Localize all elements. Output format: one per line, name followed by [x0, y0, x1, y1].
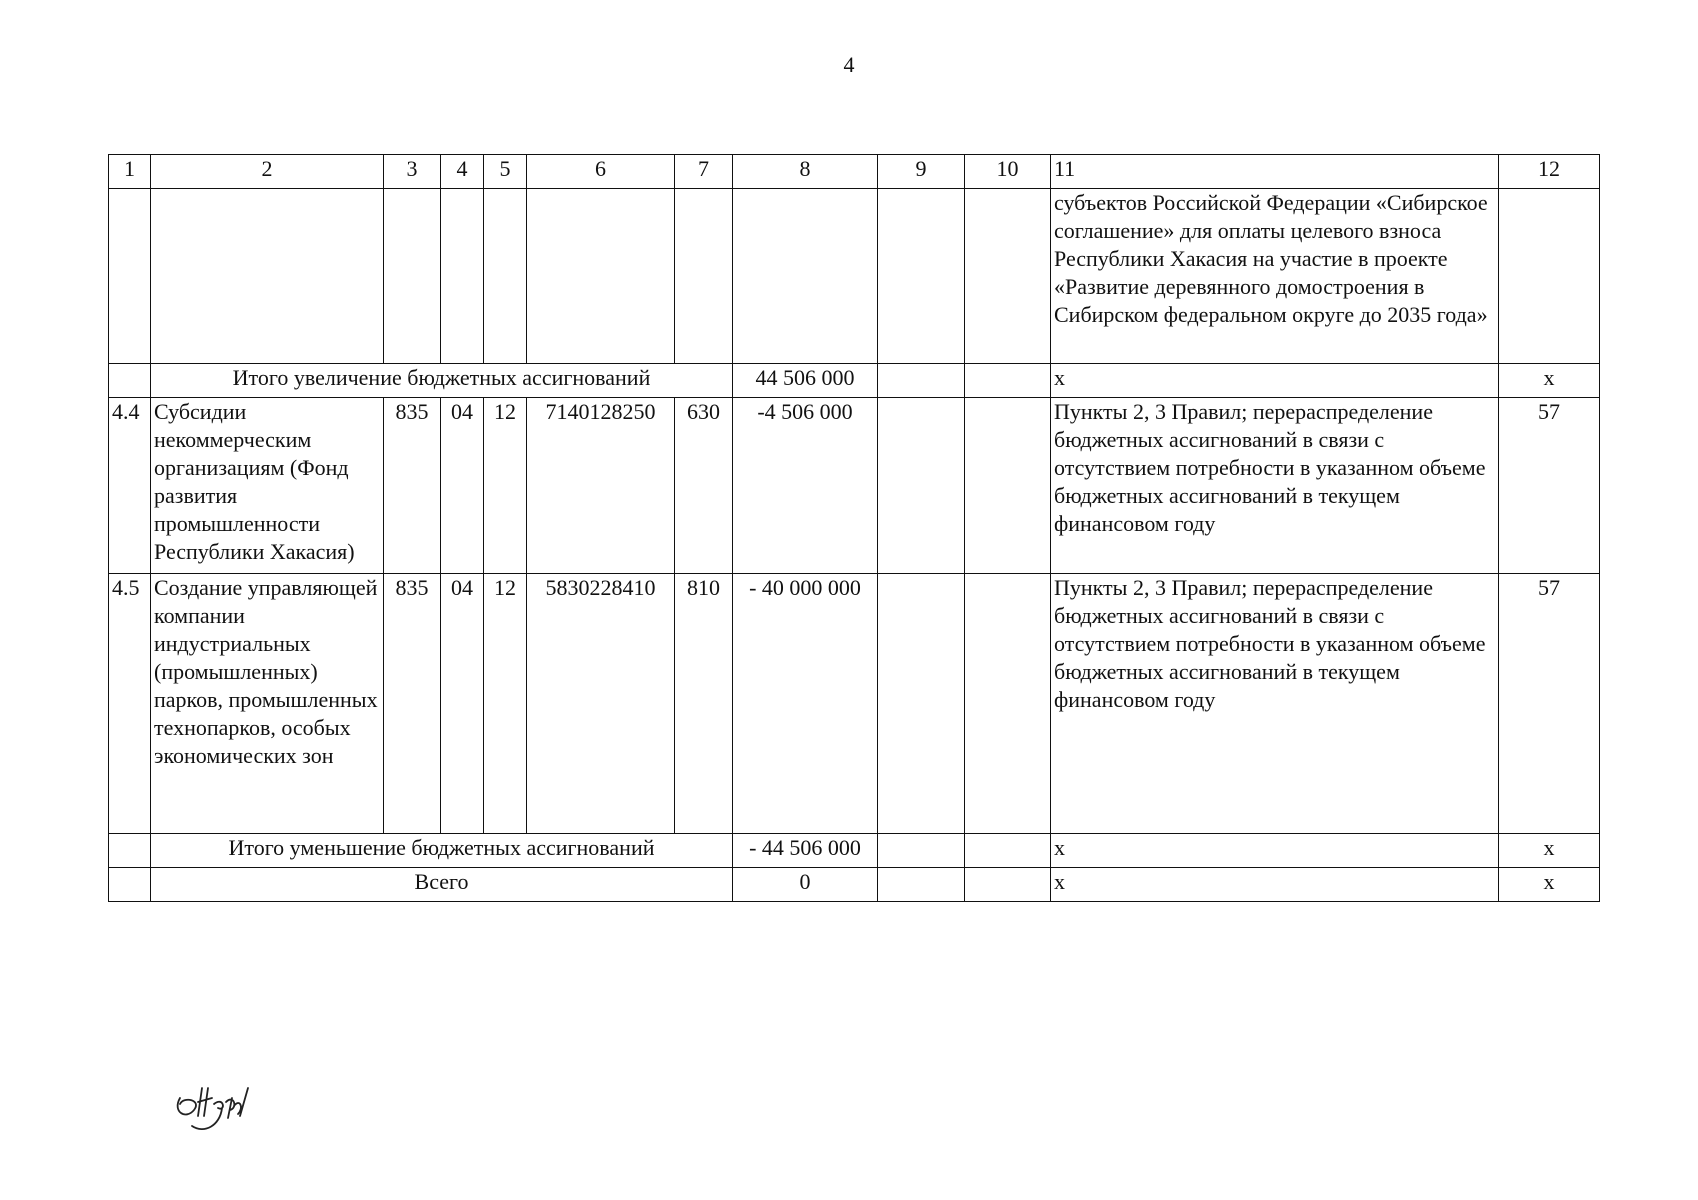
row-basis: Пункты 2, 3 Правил; перераспределение бюджетных ассигнований в связи с отсутствием потребности в указанном объеме бюджетных ассигнований в текущем финансовом году — [1051, 574, 1499, 834]
header-cell: 4 — [441, 155, 484, 189]
row-c6: 5830228410 — [527, 574, 675, 834]
total-increase-col11: x — [1051, 364, 1499, 398]
row-name: Субсидии некоммерческим организациям (Фонд развития промышленности Республики Хакасия) — [151, 398, 384, 574]
row-c7: 630 — [675, 398, 733, 574]
header-cell: 12 — [1499, 155, 1600, 189]
total-decrease-col12: x — [1499, 834, 1600, 868]
handwritten-signature — [168, 1068, 288, 1138]
header-cell: 7 — [675, 155, 733, 189]
header-cell: 3 — [384, 155, 441, 189]
row-c7: 810 — [675, 574, 733, 834]
total-increase-amount: 44 506 000 — [733, 364, 878, 398]
header-cell: 10 — [965, 155, 1051, 189]
budget-table — [108, 154, 1600, 902]
row-c9 — [878, 574, 965, 834]
total-decrease-col11: x — [1051, 834, 1499, 868]
grand-total-col11: x — [1051, 868, 1499, 902]
header-cell: 9 — [878, 155, 965, 189]
continuation-row — [109, 189, 1600, 364]
row-amount: - 40 000 000 — [733, 574, 878, 834]
row-c12: 57 — [1499, 574, 1600, 834]
row-basis: Пункты 2, 3 Правил; перераспределение бюджетных ассигнований в связи с отсутствием потребности в указанном объеме бюджетных ассигнований в текущем финансовом году — [1051, 398, 1499, 574]
table-row — [109, 574, 1600, 834]
row-c3: 835 — [384, 398, 441, 574]
table-row — [109, 398, 1600, 574]
header-cell: 6 — [527, 155, 675, 189]
grand-total-row — [109, 868, 1600, 902]
row-c4: 04 — [441, 574, 484, 834]
row-c5: 12 — [484, 398, 527, 574]
total-decrease-row — [109, 834, 1600, 868]
row-c6: 7140128250 — [527, 398, 675, 574]
header-cell: 1 — [109, 155, 151, 189]
header-cell: 2 — [151, 155, 384, 189]
page-number: 4 — [843, 52, 855, 77]
total-decrease-amount: - 44 506 000 — [733, 834, 878, 868]
row-c5: 12 — [484, 574, 527, 834]
grand-total-amount: 0 — [733, 868, 878, 902]
row-c9 — [878, 398, 965, 574]
header-cell: 5 — [484, 155, 527, 189]
row-c4: 04 — [441, 398, 484, 574]
header-cell: 8 — [733, 155, 878, 189]
row-number: 4.5 — [109, 574, 151, 834]
row-c3: 835 — [384, 574, 441, 834]
row-amount: -4 506 000 — [733, 398, 878, 574]
header-cell: 11 — [1051, 155, 1499, 189]
total-decrease-label: Итого уменьшение бюджетных ассигнований — [151, 834, 733, 868]
total-increase-col12: x — [1499, 364, 1600, 398]
grand-total-label: Всего — [151, 868, 733, 902]
total-increase-label: Итого увеличение бюджетных ассигнований — [151, 364, 733, 398]
grand-total-col12: x — [1499, 868, 1600, 902]
header-row — [109, 155, 1600, 189]
row-c10 — [965, 398, 1051, 574]
row-name: Создание управляющей компании индустриальных (промышленных) парков, промышленных технопарков, особых экономических зон — [151, 574, 384, 834]
row-number: 4.4 — [109, 398, 151, 574]
row-c10 — [965, 574, 1051, 834]
continuation-basis: субъектов Российской Федерации «Сибирское соглашение» для оплаты целевого взноса Республики Хакасия на участие в проекте «Развитие деревянного домостроения в Сибирском федеральном округе до 2035 года» — [1051, 189, 1499, 364]
total-increase-row — [109, 364, 1600, 398]
row-c12: 57 — [1499, 398, 1600, 574]
